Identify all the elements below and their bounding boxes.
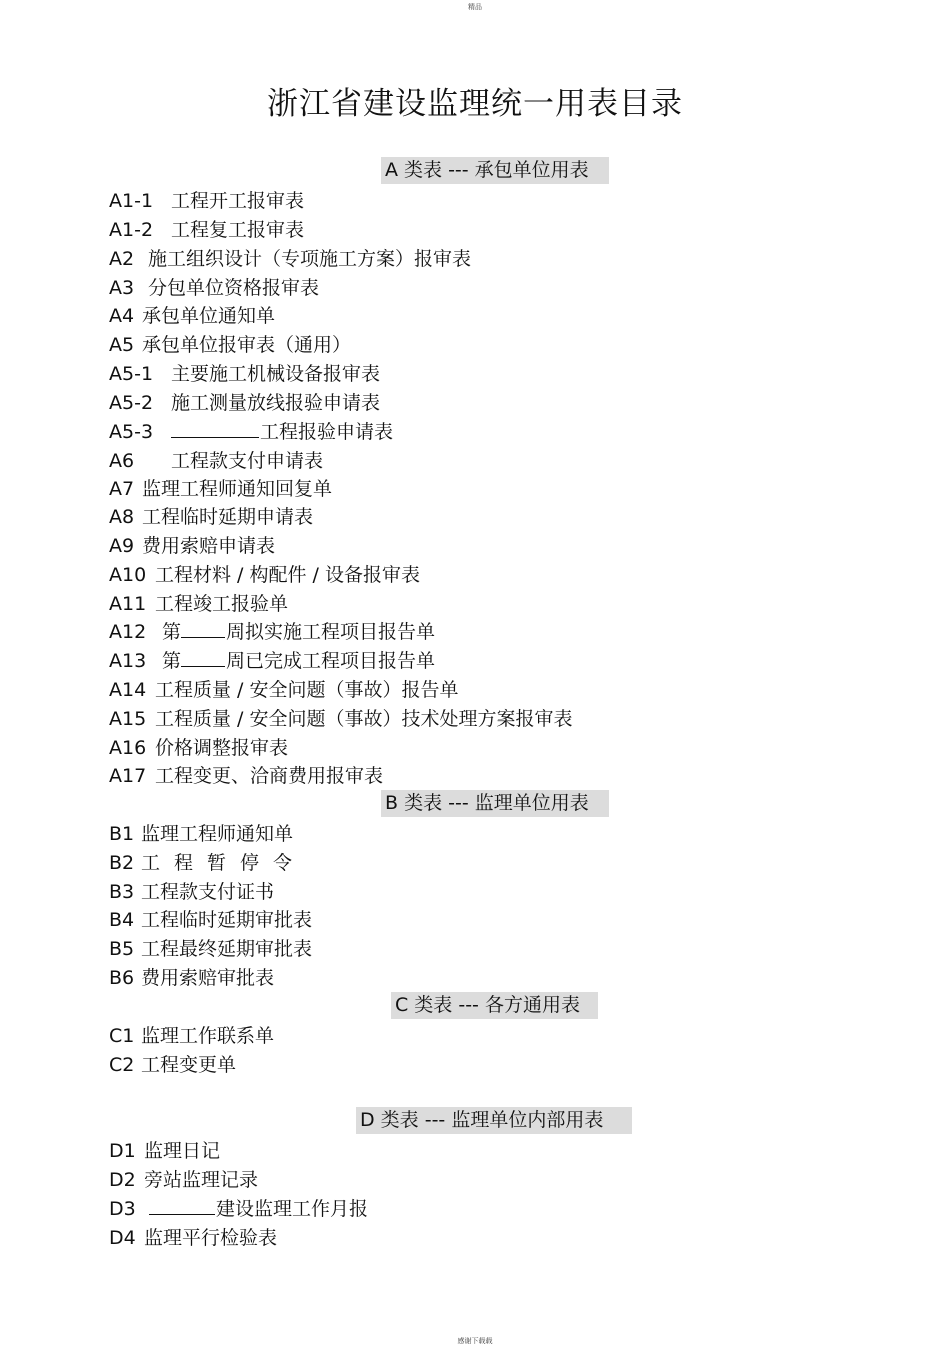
list-item	[109, 1224, 277, 1252]
form-label: 工程临时延期申请表	[142, 506, 314, 528]
form-label: 工程开工报审表	[171, 190, 305, 212]
form-code: D2	[109, 1169, 136, 1191]
form-label: 工程材料 / 构配件 / 设备报审表	[155, 564, 420, 586]
form-label: 工程临时延期审批表	[141, 909, 313, 931]
form-code: A5-3	[109, 421, 154, 443]
form-label: 监理日记	[144, 1140, 221, 1162]
form-label: 监理工作联系单	[141, 1025, 275, 1047]
list-item	[109, 734, 288, 762]
form-code: D3	[109, 1198, 136, 1220]
list-item	[109, 561, 420, 589]
form-label: 工程暂停令	[141, 852, 307, 874]
form-code: A15	[109, 708, 147, 730]
list-item	[109, 245, 471, 273]
form-code: A1-1	[109, 190, 154, 212]
form-code: A5	[109, 334, 135, 356]
list-item	[109, 878, 274, 906]
section-heading-d: D 类表 --- 监理单位内部用表	[356, 1107, 632, 1134]
form-code: A8	[109, 506, 135, 528]
form-code: A2	[109, 248, 135, 270]
list-item	[109, 187, 304, 215]
form-code: A7	[109, 478, 135, 500]
section-heading-c: C 类表 --- 各方通用表	[391, 992, 598, 1019]
form-label: 旁站监理记录	[144, 1169, 259, 1191]
form-code: B6	[109, 967, 135, 989]
list-item	[109, 590, 288, 618]
form-label: 工程竣工报验单	[155, 593, 289, 615]
form-code: A13	[109, 650, 147, 672]
list-item	[109, 532, 275, 560]
fill-in-blank	[181, 648, 225, 667]
form-label: 第	[162, 621, 182, 643]
form-code: A16	[109, 737, 147, 759]
form-label: 建设监理工作月报	[216, 1198, 369, 1220]
list-item	[109, 274, 319, 302]
fill-in-blank	[149, 1196, 215, 1215]
document-title: 浙江省建设监理统一用表目录	[267, 86, 683, 122]
list-item	[109, 964, 274, 992]
form-code: A14	[109, 679, 147, 701]
form-code: B1	[109, 823, 135, 845]
form-label: 费用索赔申请表	[142, 535, 276, 557]
list-item	[109, 676, 458, 704]
form-code: C2	[109, 1054, 135, 1076]
list-item	[109, 820, 293, 848]
form-label: 周拟实施工程项目报告单	[226, 621, 436, 643]
list-item	[109, 647, 435, 675]
list-item	[109, 849, 306, 877]
form-code: A10	[109, 564, 147, 586]
form-code: A6	[109, 450, 135, 472]
form-code: A9	[109, 535, 135, 557]
form-code: A5-1	[109, 363, 154, 385]
page-footer-mark: 感谢下载载	[457, 1337, 493, 1345]
list-item	[109, 475, 332, 503]
form-code: B4	[109, 909, 135, 931]
list-item	[109, 302, 275, 330]
form-label: 施工测量放线报验申请表	[171, 392, 381, 414]
list-item	[109, 418, 393, 446]
form-code: A4	[109, 305, 135, 327]
list-item	[109, 618, 435, 646]
form-label: 工程变更单	[141, 1054, 237, 1076]
form-label: 工程复工报审表	[171, 219, 305, 241]
list-item	[109, 503, 313, 531]
form-code: B5	[109, 938, 135, 960]
form-code: A12	[109, 621, 147, 643]
fill-in-blank	[181, 619, 225, 638]
form-label: 工程变更、洽商费用报审表	[155, 765, 384, 787]
page-header-mark: 精品	[468, 3, 482, 11]
form-code: A3	[109, 277, 135, 299]
list-item	[109, 389, 380, 417]
list-item	[109, 1137, 220, 1165]
form-label: 周已完成工程项目报告单	[226, 650, 436, 672]
form-label: 第	[162, 650, 182, 672]
list-item	[109, 906, 312, 934]
form-label: 工程款支付申请表	[171, 450, 324, 472]
form-code: A11	[109, 593, 147, 615]
form-label: 工程款支付证书	[141, 881, 275, 903]
form-code: D1	[109, 1140, 136, 1162]
section-heading-b: B 类表 --- 监理单位用表	[381, 790, 609, 817]
form-label: 工程质量 / 安全问题（事故）技术处理方案报审表	[155, 708, 573, 730]
list-item	[109, 1195, 368, 1223]
list-item	[109, 331, 351, 359]
form-label: 监理工程师通知回复单	[142, 478, 333, 500]
form-label: 价格调整报审表	[155, 737, 289, 759]
form-label: 费用索赔审批表	[141, 967, 275, 989]
list-item	[109, 935, 312, 963]
form-label: 承包单位通知单	[142, 305, 276, 327]
form-label: 工程最终延期审批表	[141, 938, 313, 960]
section-heading-a: A 类表 --- 承包单位用表	[381, 157, 609, 184]
form-label: 监理工程师通知单	[141, 823, 294, 845]
form-label: 主要施工机械设备报审表	[171, 363, 381, 385]
list-item	[109, 1022, 274, 1050]
form-code: B3	[109, 881, 135, 903]
form-label: 承包单位报审表（通用）	[142, 334, 352, 356]
form-code: D4	[109, 1227, 136, 1249]
fill-in-blank	[171, 419, 259, 438]
form-label: 工程报验申请表	[260, 421, 394, 443]
list-item	[109, 1051, 236, 1079]
list-item	[109, 216, 304, 244]
form-code: B2	[109, 852, 135, 874]
list-item	[109, 1166, 258, 1194]
list-item	[109, 447, 323, 475]
form-label: 监理平行检验表	[144, 1227, 278, 1249]
list-item	[109, 360, 380, 388]
list-item	[109, 762, 383, 790]
form-code: A5-2	[109, 392, 154, 414]
form-label: 工程质量 / 安全问题（事故）报告单	[155, 679, 459, 701]
form-code: A17	[109, 765, 147, 787]
form-code: C1	[109, 1025, 135, 1047]
form-code: A1-2	[109, 219, 154, 241]
form-label: 施工组织设计（专项施工方案）报审表	[148, 248, 472, 270]
list-item	[109, 705, 572, 733]
form-label: 分包单位资格报审表	[148, 277, 320, 299]
